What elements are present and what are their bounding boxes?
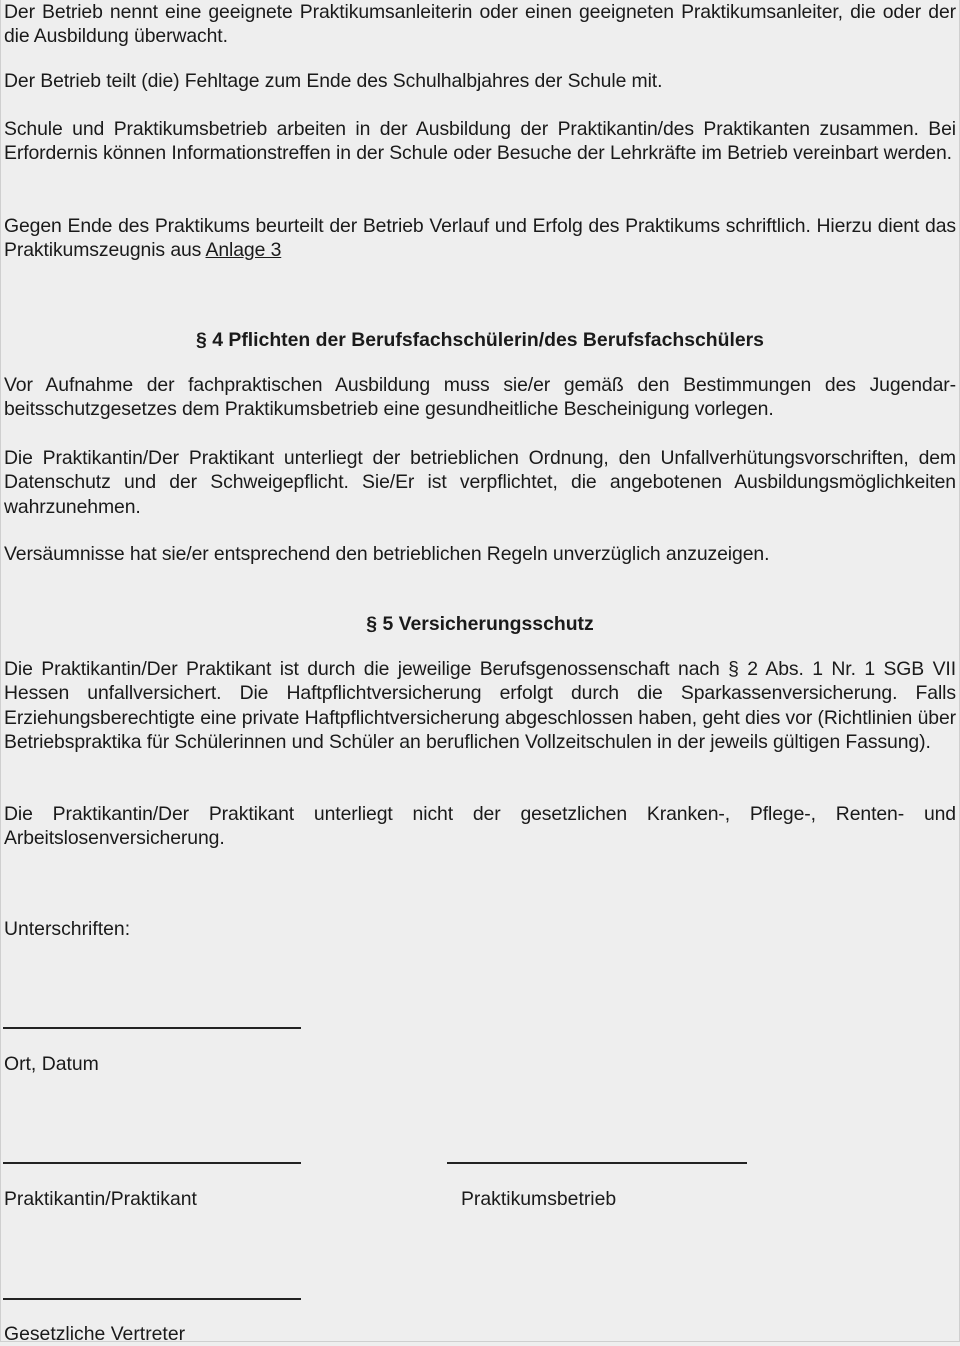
- section-5-heading: § 5 Versicherungsschutz: [366, 613, 594, 635]
- intern-label: Praktikantin/Praktikant: [4, 1188, 197, 1210]
- paragraph-health-certificate: Vor Aufnahme der fachpraktischen Ausbildung muss sie/er gemäß den Bestimmungen des Jugendar-beitsschutzgesetzes dem Praktikumsbetrieb eine gesundheitliche Bescheinigung vorlegen.: [4, 374, 956, 421]
- paragraph-absence-report: Versäumnisse hat sie/er entsprechend den betrieblichen Regeln unverzüglich anzuzeigen.: [4, 543, 770, 565]
- company-label: Praktikumsbetrieb: [461, 1188, 617, 1210]
- paragraph-accident-insurance: Die Praktikantin/Der Praktikant ist durch die jeweilige Berufsgenossenschaft nach § 2 Abs. 1 Nr. 1 SGB VII Hessen unfallversichert. Die Haftpflichtversicherung erfolgt durch die Sparkassenversicherung. Falls Erziehungsberechtigte eine private Haftpflichtversicherung abgeschlossen haben, geht dies vor (Richtlinien über Betriebspraktika für Schülerinnen und Schüler an beruflichen Vollzeitschulen in der jeweils gültigen Fassung).: [4, 658, 956, 753]
- signatures-title: Unterschriften:: [4, 918, 131, 940]
- signature-line-place-date[interactable]: [3, 1027, 301, 1029]
- paragraph-absence-days: Der Betrieb teilt (die) Fehltage zum Ende des Schulhalbjahres der Schule mit.: [4, 70, 663, 92]
- paragraph-evaluation: [4, 214, 956, 263]
- signature-line-intern[interactable]: [3, 1162, 301, 1164]
- paragraph-company-rules: Die Praktikantin/Der Praktikant unterliegt der betrieblichen Ordnung, den Unfallverhütungsvorschriften, dem Datenschutz und der Schweigepflicht. Sie/Er ist verpflichtet, die angebotenen Ausbildungsmöglichkeiten wahrzunehmen.: [4, 447, 956, 518]
- signature-line-legal-guardian[interactable]: [3, 1298, 301, 1300]
- signature-line-company[interactable]: [447, 1162, 747, 1164]
- paragraph-social-insurance: Die Praktikantin/Der Praktikant unterliegt nicht der gesetzlichen Kranken-, Pflege-, Renten- und Arbeitslosenversicherung.: [4, 803, 956, 850]
- paragraph-supervisor: Der Betrieb nennt eine geeignete Praktikumsanleiterin oder einen geeigneten Praktikumsanleiter, die oder der die Ausbildung überwacht.: [4, 1, 956, 48]
- section-4-heading: § 4 Pflichten der Berufsfachschülerin/des Berufsfachschülers: [196, 329, 764, 351]
- annex-3-link[interactable]: Anlage 3: [205, 239, 282, 262]
- paragraph-cooperation: Schule und Praktikumsbetrieb arbeiten in der Ausbildung der Praktikantin/des Praktikanten zusammen. Bei Erfordernis können Informationstreffen in der Schule oder Besuche der Lehrkräfte im Betrieb vereinbart werden.: [4, 118, 956, 165]
- place-date-label: Ort, Datum: [4, 1053, 99, 1075]
- evaluation-text: Gegen Ende des Praktikums beurteilt der Betrieb Verlauf und Erfolg des Praktikums schriftlich. Hierzu dient das Praktikumszeugnis aus: [4, 215, 956, 262]
- legal-guardian-label: Gesetzliche Vertreter: [4, 1323, 186, 1345]
